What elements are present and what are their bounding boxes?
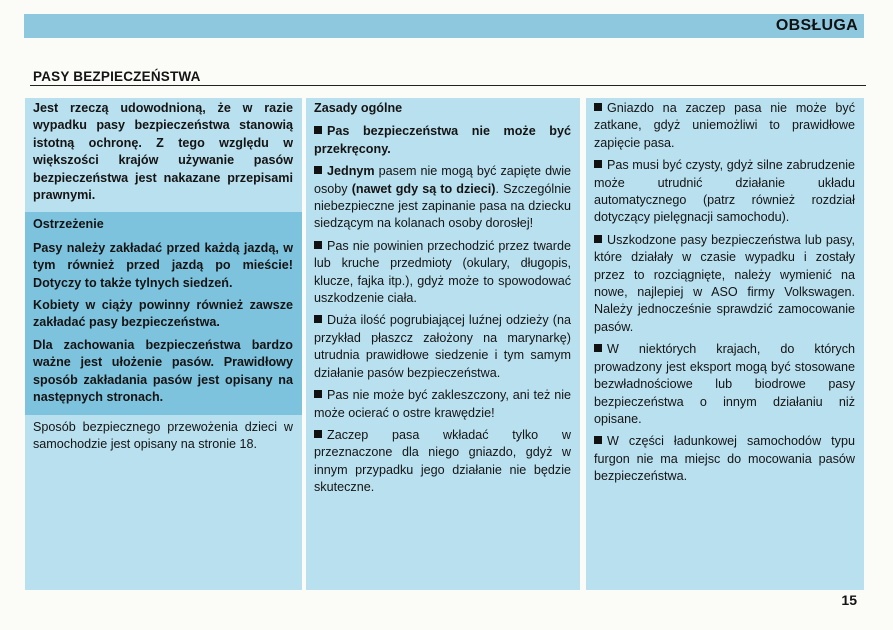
list-item: Gniazdo na zaczep pasa nie może być zatkane, gdyż uniemożliwi to prawidłowe zapięcie pasa. — [594, 101, 855, 150]
list-item: Pas nie powinien przechodzić przez twarde lub kruche przedmioty (okulary, długopis, klucze, fajka itp.), gdyż może to spowodować uszkodzenie ciała. — [314, 238, 571, 306]
warning-paragraph-3: Dla zachowania bezpieczeństwa bardzo ważne jest ułożenie pasów. Prawidłowy sposób zakładania pasów jest opisany na następnych stronach. — [33, 337, 293, 405]
list-item: Zaczep pasa wkładać tylko w przeznaczone dla niego gniazdo, gdyż w innym przypadku jego działanie nie będzie skuteczne. — [314, 427, 571, 495]
bullet-icon — [314, 390, 322, 398]
bullet-icon — [594, 103, 602, 111]
list-item: Pas musi być czysty, gdyż silne zabrudzenie może utrudnić działanie układu automatycznego (patrz również rozdział dotyczący pielęgnacji samochodu). — [594, 158, 855, 225]
list-item: Duża ilość pogrubiającej luźnej odzieży (na przykład płaszcz założony na marynarkę) utrudnia prawidłowe siedzenie i tym samym działanie pasów bezpieczeństwa. — [314, 313, 571, 380]
list-item: Pas nie może być zakleszczony, ani też nie może ocierać o ostre krawędzie! — [314, 388, 571, 420]
list-item: W niektórych krajach, do których prowadzony jest eksport mogą być stosowane bezwładnościowe lub biodrowe pasy bezpieczeństwa o innym działaniu niż opisane. — [594, 342, 855, 426]
page-number: 15 — [841, 592, 857, 608]
list-item: W części ładunkowej samochodów typu furgon nie ma miejsc do mocowania pasów bezpieczeństwa. — [594, 434, 855, 484]
column-1 — [25, 98, 302, 590]
warning-paragraph-2: Kobiety w ciąży powinny również zawsze zakładać pasy bezpieczeństwa. — [33, 298, 293, 330]
chapter-label: OBSŁUGA — [775, 17, 858, 34]
general-rules-heading: Zasady ogólne — [314, 101, 403, 115]
list-item: Uszkodzone pasy bezpieczeństwa lub pasy, które działały w czasie wypadku i zostały przez to rozciągnięte, należy wymienić na nowe, najlepiej w ASO firmy Volkswagen. Należy jednocześnie sprawdzić zamocowanie pasów. — [594, 232, 855, 334]
intro-paragraph: Jest rzeczą udowodnioną, że w razie wypadku pasy bezpieczeństwa stanowią istotną ochronę. Z tego względu w większości krajów używanie pasów bezpieczeństwa jest nakazane przepisami prawnymi. — [33, 101, 293, 203]
column-2 — [306, 98, 580, 590]
list-item: Pas bezpieczeństwa nie może być przekręcony. — [314, 124, 571, 156]
bullet-icon — [314, 430, 322, 438]
bullet-icon — [594, 235, 602, 243]
warning-title: Ostrzeżenie — [33, 217, 104, 232]
title-rule — [30, 85, 866, 86]
bullet-icon — [314, 126, 322, 134]
child-transport-note: Sposób bezpiecznego przewożenia dzieci w samochodzie jest opisany na stronie 18. — [33, 419, 293, 451]
bullet-icon — [314, 315, 322, 323]
column-3 — [586, 98, 864, 590]
warning-paragraph-1: Pasy należy zakładać przed każdą jazdą, w tym również przed jazdą po mieście! Dotyczy to także tylnych siedzeń. — [33, 240, 293, 290]
bullet-icon — [314, 166, 322, 174]
bullet-icon — [594, 160, 602, 168]
warning-box — [25, 212, 302, 414]
bullet-icon — [594, 344, 602, 352]
list-item: Jednym pasem nie mogą być zapięte dwie osoby (nawet gdy są to dzieci). Szczególnie niebezpieczne jest zapinanie pasa na dziecku siedzącym na kolanach osoby dorosłej! — [314, 164, 572, 231]
section-title: PASY BEZPIECZEŃSTWA — [33, 69, 201, 84]
section-header-bar — [24, 14, 864, 38]
bullet-icon — [314, 241, 322, 249]
bullet-icon — [594, 436, 602, 444]
